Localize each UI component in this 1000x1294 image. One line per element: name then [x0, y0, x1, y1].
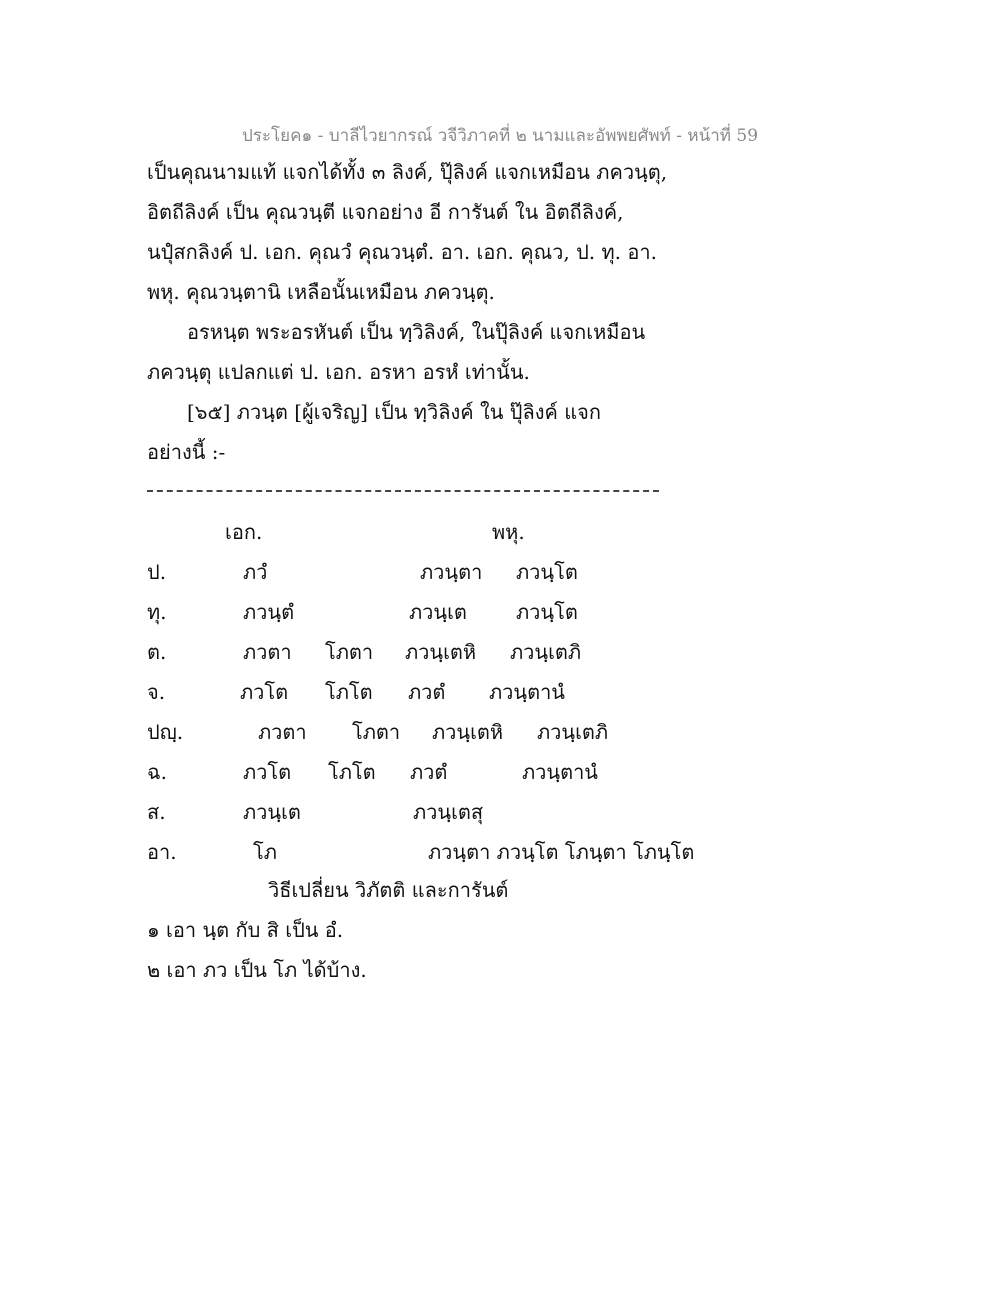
plural-form: ภวนฺเตภิ — [510, 640, 582, 664]
singular-form: ภวํ — [243, 560, 268, 584]
case-label: ต. — [147, 640, 167, 664]
paragraph-line: อรหนฺต พระอรหันต์ เป็น ทฺวิลิงค์, ในปุ๊ลิงค์ แจกเหมือน — [187, 320, 646, 344]
plural-form: ภวนฺตานํ — [522, 760, 598, 784]
paragraph-line: ภควนฺตุ แปลกแต่ ป. เอก. อรหา อรหํ เท่านั้น. — [147, 360, 530, 384]
case-label: ฉ. — [147, 760, 167, 784]
plural-form: ภวนฺโต — [516, 560, 578, 584]
singular-alt-form: โภตา — [325, 640, 374, 664]
plural-form: ภวนฺตา — [420, 560, 483, 584]
singular-form: ภวนฺเต — [243, 800, 301, 824]
case-label: ทุ. — [147, 600, 167, 624]
table-head-singular: เอก. — [225, 520, 263, 544]
paragraph-line: [๖๕] ภวนฺต [ผู้เจริญ] เป็น ทฺวิลิงค์ ใน ปุ๊ลิงค์ แจก — [187, 400, 601, 424]
plural-form: ภวนฺเตหิ — [405, 640, 477, 664]
singular-form: ภวตา — [243, 640, 292, 664]
paragraph-line: อิตถีลิงค์ เป็น คุณวนฺตี แจกอย่าง อี การันต์ ใน อิตถีลิงค์, — [147, 200, 624, 224]
paragraph-line: อย่างนี้ :- — [147, 440, 226, 464]
singular-alt-form: โภโต — [328, 760, 376, 784]
paragraph-line: นปุํสกลิงค์ ป. เอก. คุณวํ คุณวนฺตํ. อา. เอก. คุณว, ป. ทุ. อา. — [147, 240, 657, 264]
plural-form: ภวนฺเตสุ — [413, 800, 484, 824]
case-label: จ. — [147, 680, 166, 704]
plural-form: ภวนฺโต — [516, 600, 578, 624]
case-label: ส. — [147, 800, 166, 824]
note-line: ๒ เอา ภว เป็น โภ ได้บ้าง. — [147, 958, 367, 982]
paragraph-line: พหุ. คุณวนฺตานิ เหลือนั้นเหมือน ภควนฺตุ. — [147, 280, 495, 304]
dashed-divider — [147, 490, 659, 492]
plural-form: ภวนฺเตภิ — [537, 720, 609, 744]
singular-form: ภวนฺตํ — [243, 600, 295, 624]
plural-form: ภวนฺเตหิ — [432, 720, 504, 744]
paragraph-line: เป็นคุณนามแท้ แจกได้ทั้ง ๓ ลิงค์, ปุ๊ลิงค์ แจกเหมือน ภควนฺตุ, — [147, 160, 668, 184]
singular-form: ภวตา — [258, 720, 307, 744]
case-label: ปญฺ. — [147, 720, 184, 744]
singular-form: ภวโต — [243, 760, 292, 784]
table-head-plural: พหุ. — [492, 520, 525, 544]
singular-form: ภวโต — [240, 680, 289, 704]
plural-form: ภวตํ — [410, 760, 448, 784]
singular-form: โภ — [253, 840, 277, 864]
singular-alt-form: โภตา — [352, 720, 401, 744]
plural-form: ภวตํ — [408, 680, 446, 704]
note-line: ๑ เอา นฺต กับ สิ เป็น อํ. — [147, 918, 344, 942]
section-subheading: วิธีเปลี่ยน วิภัตติ และการันต์ — [268, 878, 509, 902]
singular-alt-form: โภโต — [325, 680, 373, 704]
plural-form: ภวนฺตา ภวนฺโต โภนฺตา โภนฺโต — [428, 840, 695, 864]
case-label: อา. — [147, 840, 177, 864]
page-header: ประโยค๑ - บาลีไวยากรณ์ วจีวิภาคที่ ๒ นามและอัพพยศัพท์ - หน้าที่ 59 — [241, 126, 759, 146]
plural-form: ภวนฺตานํ — [489, 680, 565, 704]
plural-form: ภวนฺเต — [409, 600, 467, 624]
case-label: ป. — [147, 560, 167, 584]
